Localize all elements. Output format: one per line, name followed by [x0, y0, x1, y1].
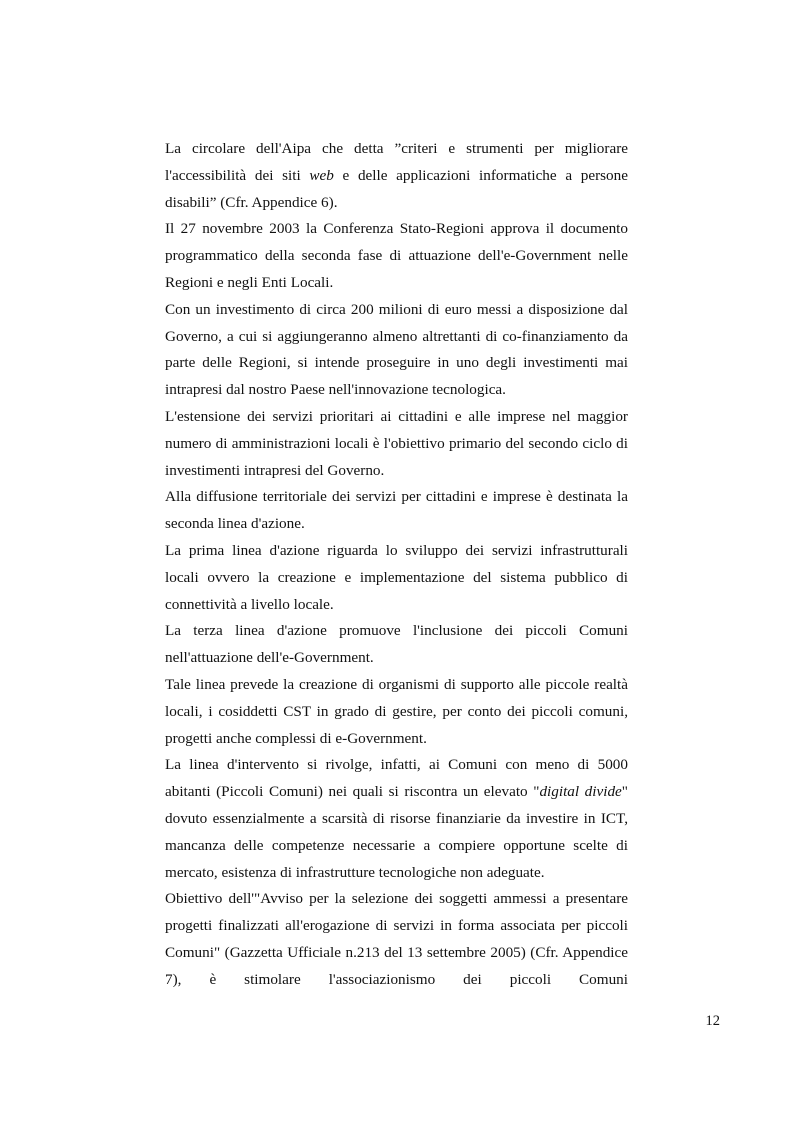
page-number: 12 [705, 1013, 720, 1029]
paragraph-investimento: Con un investimento di circa 200 milioni di euro messi a disposizione dal Governo, a cui si aggiungeranno almeno altrettanti di co-finanziamento da parte delle Regioni, si intende proseguire in uno degli investimenti mai intrapresi dal nostro Paese nell'innovazione tecnologica. [165, 300, 628, 399]
paragraph-terza-linea: La terza linea d'azione promuove l'inclusione dei piccoli Comuni nell'attuazione dell'e-Government. [165, 622, 628, 667]
paragraph-prima-linea: La prima linea d'azione riguarda lo sviluppo dei servizi infrastrutturali locali ovvero la creazione e implementazione del sistema pubblico di connettività a livello locale. [165, 541, 628, 613]
paragraph-estensione-servizi: L'estensione dei servizi prioritari ai cittadini e alle imprese nel maggior numero di amministrazioni locali è l'obiettivo primario del secondo ciclo di investimenti intrapresi del Governo. [165, 407, 628, 479]
italic-term-digital-divide: digital divide [539, 783, 622, 801]
italic-term-web: web [309, 166, 334, 184]
paragraph-cst: Tale linea prevede la creazione di organismi di supporto alle piccole realtà locali, i cosiddetti CST in grado di gestire, per conto dei piccoli comuni, progetti anche complessi di e-Government. [165, 675, 628, 747]
paragraph-linea-intervento: La linea d'intervento si rivolge, infatti, ai Comuni con meno di 5000 abitanti (Piccoli Comuni) nei quali si riscontra un elevato "digital divide" dovuto essenzialmente a scarsità di risorse finanziarie da investire in ICT, mancanza delle competenze necessarie a compiere opportune scelte di mercato, esistenza di infrastrutture tecnologiche non adeguate. [165, 756, 628, 881]
body-text [165, 136, 628, 994]
paragraph-conferenza-stato-regioni: Il 27 novembre 2003 la Conferenza Stato-Regioni approva il documento programmatico della seconda fase di attuazione dell'e-Government nelle Regioni e negli Enti Locali. [165, 220, 628, 291]
paragraph-obiettivo-avviso: Obiettivo dell'"Avviso per la selezione dei soggetti ammessi a presentare progetti finalizzati all'erogazione di servizi in forma associata per piccoli Comuni" (Gazzetta Ufficiale n.213 del 13 settembre 2005) (Cfr. Appendice 7), è stimolare l'associazionismo dei piccoli Comuni [165, 890, 628, 988]
paragraph-aipa-circular: La circolare dell'Aipa che detta ”criteri e strumenti per migliorare l'accessibilità dei siti web e delle applicazioni informatiche a persone disabili” (Cfr. Appendice 6). [165, 140, 628, 211]
paragraph-seconda-linea: Alla diffusione territoriale dei servizi per cittadini e imprese è destinata la seconda linea d'azione. [165, 488, 628, 533]
